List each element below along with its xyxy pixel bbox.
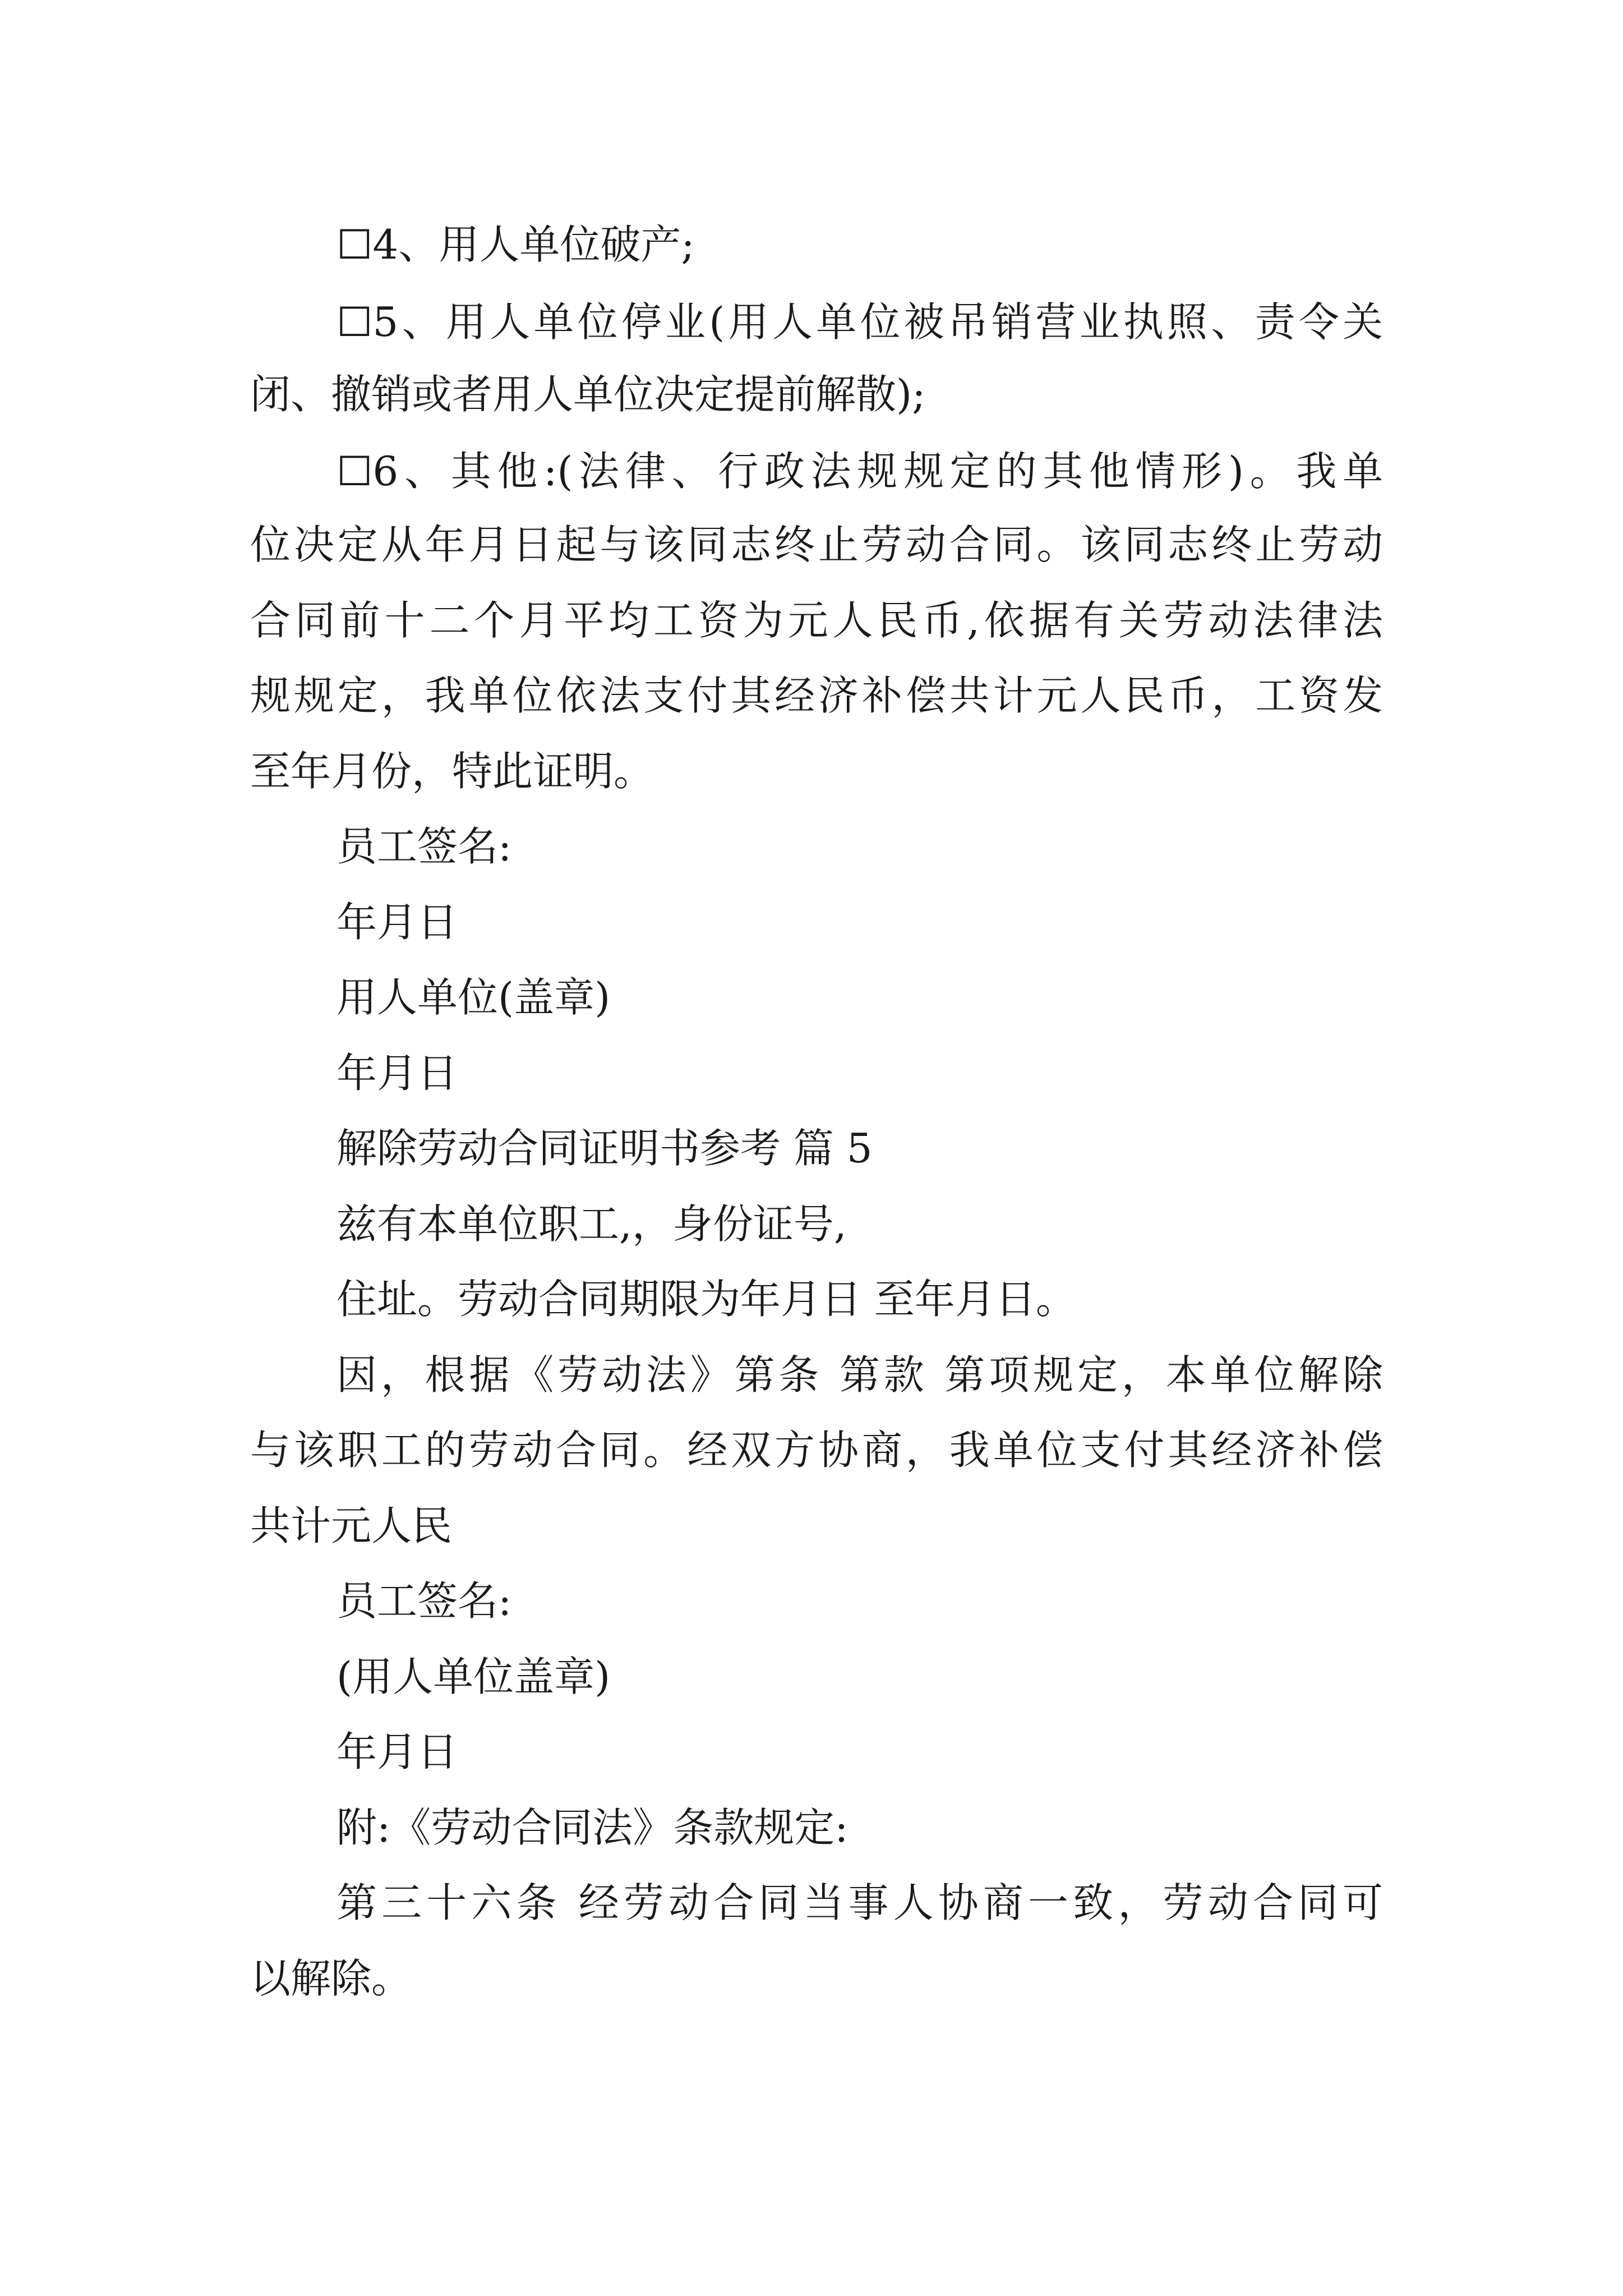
paragraph-line: 因，根据《劳动法》第条 第款 第项规定，本单位解除 bbox=[336, 1351, 1383, 1398]
paragraph-line: 住址。劳动合同期限为年月日 至年月日。 bbox=[336, 1276, 1076, 1323]
employer-seal-label: 用人单位(盖章) bbox=[336, 974, 611, 1021]
date-line: 年月日 bbox=[336, 1050, 458, 1097]
employee-signature-label: 员工签名: bbox=[336, 1577, 512, 1625]
paragraph-line: 共计元人民 bbox=[250, 1502, 453, 1549]
date-line: 年月日 bbox=[336, 899, 458, 946]
appendix-heading: 附:《劳动合同法》条款规定: bbox=[336, 1804, 849, 1851]
paragraph-line: 规规定，我单位依法支付其经济补偿共计元人民币，工资发 bbox=[250, 672, 1383, 719]
employer-seal-label: (用人单位盖章) bbox=[336, 1653, 611, 1700]
section-heading: 解除劳动合同证明书参考 篇 5 bbox=[336, 1125, 873, 1172]
paragraph-line: 与该职工的劳动合同。经双方协商，我单位支付其经济补偿 bbox=[250, 1427, 1383, 1474]
paragraph-line: 合同前十二个月平均工资为元人民币,依据有关劳动法律法 bbox=[250, 597, 1383, 644]
employee-signature-label: 员工签名: bbox=[336, 823, 512, 870]
paragraph-line: 位决定从年月日起与该同志终止劳动合同。该同志终止劳动 bbox=[250, 521, 1383, 568]
option-6-line: ☐6、其他:(法律、行政法规规定的其他情形)。我单 bbox=[336, 448, 1383, 495]
paragraph-line: 兹有本单位职工,，身份证号, bbox=[336, 1200, 847, 1248]
date-line: 年月日 bbox=[336, 1728, 458, 1775]
option-5-line: ☐5、用人单位停业(用人单位被吊销营业执照、责令关 bbox=[336, 298, 1383, 346]
option-5-continued-line: 闭、撤销或者用人单位决定提前解散); bbox=[250, 371, 926, 418]
option-4-line: ☐4、用人单位破产; bbox=[336, 221, 695, 268]
article-line: 以解除。 bbox=[250, 1955, 412, 2002]
paragraph-line: 至年月份，特此证明。 bbox=[250, 748, 654, 795]
article-line: 第三十六条 经劳动合同当事人协商一致，劳动合同可 bbox=[336, 1879, 1383, 1926]
